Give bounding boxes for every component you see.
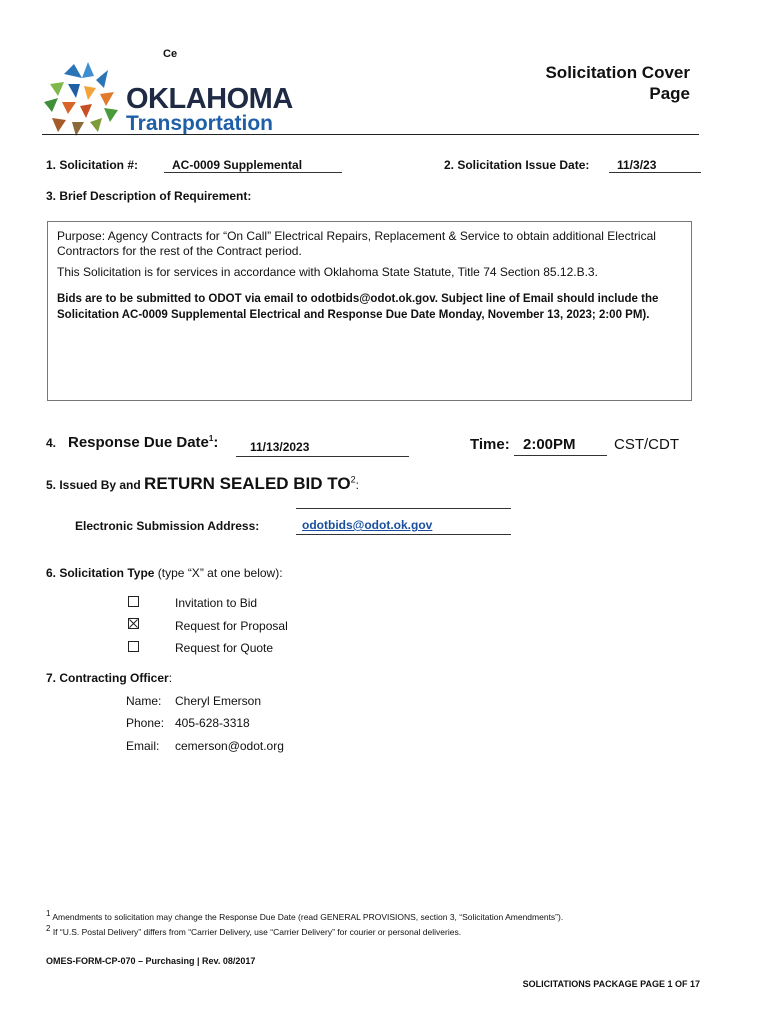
page-info: SOLICITATIONS PACKAGE PAGE 1 OF 17 [522, 979, 700, 989]
response-colon: : [213, 434, 219, 451]
option-request-for-quote: Request for Quote [175, 641, 274, 655]
issued-colon: : [355, 478, 359, 492]
issue-date-label: 2. Solicitation Issue Date: [444, 158, 590, 172]
response-due-label [68, 434, 218, 451]
submission-email-link[interactable]: odotbids@odot.ok.gov [296, 518, 511, 535]
contracting-officer-label [46, 671, 172, 685]
checkbox-invitation-to-bid[interactable] [128, 596, 139, 607]
officer-email-value: cemerson@odot.org [175, 739, 284, 753]
response-due-text: Response Due Date [68, 434, 209, 451]
solicitation-number-value: AC-0009 Supplemental [164, 158, 342, 173]
response-number: 4. [46, 436, 57, 450]
officer-name-value: Cheryl Emerson [175, 694, 262, 708]
logo-text-transportation: Transportation [126, 112, 274, 135]
issued-by-large: RETURN SEALED BID TO [144, 474, 351, 493]
form-id: OMES-FORM-CP-070 – Purchasing | Rev. 08/2017 [46, 956, 256, 966]
issued-footnote-ref: 2 [350, 474, 356, 485]
footnote-2-text: If “U.S. Postal Delivery” differs from “Carrier Delivery, use “Carrier Delivery” for courier or personal deliveries. [50, 926, 462, 937]
checkbox-request-for-proposal[interactable] [128, 618, 139, 629]
officer-email-label: Email: [126, 739, 160, 753]
footnote-2-num: 2 [46, 923, 51, 933]
title-line-2: Page [649, 84, 690, 103]
logo-text-oklahoma: OKLAHOMA [126, 83, 293, 115]
response-date-value: 11/13/2023 [236, 440, 409, 457]
solicitation-type-bold: 6. Solicitation Type [46, 566, 155, 580]
electronic-submission-label: Electronic Submission Address: [75, 519, 260, 533]
logo-mark-icon [42, 62, 124, 138]
time-value: 2:00PM [514, 436, 607, 456]
option-invitation-to-bid: Invitation to Bid [175, 596, 258, 610]
purpose-text: Purpose: Agency Contracts for “On Call” Electrical Repairs, Replacement & Service to obtain additional Electrical Contractors for the rest of the Contract period. [57, 229, 656, 258]
corner-text: Ce [163, 48, 178, 60]
page-title [545, 62, 690, 104]
solicitation-number-label: 1. Solicitation #: [46, 158, 139, 172]
header-divider [42, 134, 699, 135]
statute-text: This Solicitation is for services in accordance with Oklahoma State Statute, Title 74 Section 85.12.B.3. [57, 265, 598, 279]
timezone-text: CST/CDT [614, 436, 679, 453]
issue-date-value: 11/3/23 [609, 158, 701, 173]
footnote-2 [46, 923, 726, 938]
odot-logo [42, 62, 302, 140]
brief-description-label: 3. Brief Description of Requirement: [46, 189, 252, 203]
response-footnote-ref: 1 [208, 434, 214, 443]
footnotes [46, 908, 726, 938]
x-mark-icon [129, 619, 138, 628]
solicitation-type-hint: (type “X” at one below): [154, 566, 283, 580]
officer-phone-label: Phone: [126, 716, 165, 730]
time-label: Time: [470, 436, 510, 453]
title-line-1: Solicitation Cover [545, 63, 690, 82]
issued-by-small: 5. Issued By and [46, 478, 145, 492]
officer-phone-value: 405-628-3318 [175, 716, 250, 730]
footnote-1 [46, 908, 726, 923]
footnote-1-num: 1 [46, 909, 51, 918]
contracting-officer-text: 7. Contracting Officer [46, 671, 169, 685]
checkbox-request-for-quote[interactable] [128, 641, 139, 652]
address-line [296, 508, 511, 509]
issued-by-label [46, 474, 359, 494]
bids-note: Bids are to be submitted to ODOT via email to odotbids@odot.ok.gov. Subject line of Email should include the Solicitation AC-0009 Supplemental Electrical and Response Due Date Monday, November 13, 2023; 2:00 PM). [57, 293, 659, 321]
option-request-for-proposal: Request for Proposal [175, 619, 288, 633]
officer-name-label: Name: [126, 694, 162, 708]
description-box [47, 221, 692, 401]
solicitation-type-label [46, 566, 283, 580]
contracting-officer-colon: : [168, 671, 173, 685]
footnote-1-text: Amendments to solicitation may change the Response Due Date (read GENERAL PROVISIONS, section 3, “Solicitation Amendments”). [50, 911, 564, 922]
